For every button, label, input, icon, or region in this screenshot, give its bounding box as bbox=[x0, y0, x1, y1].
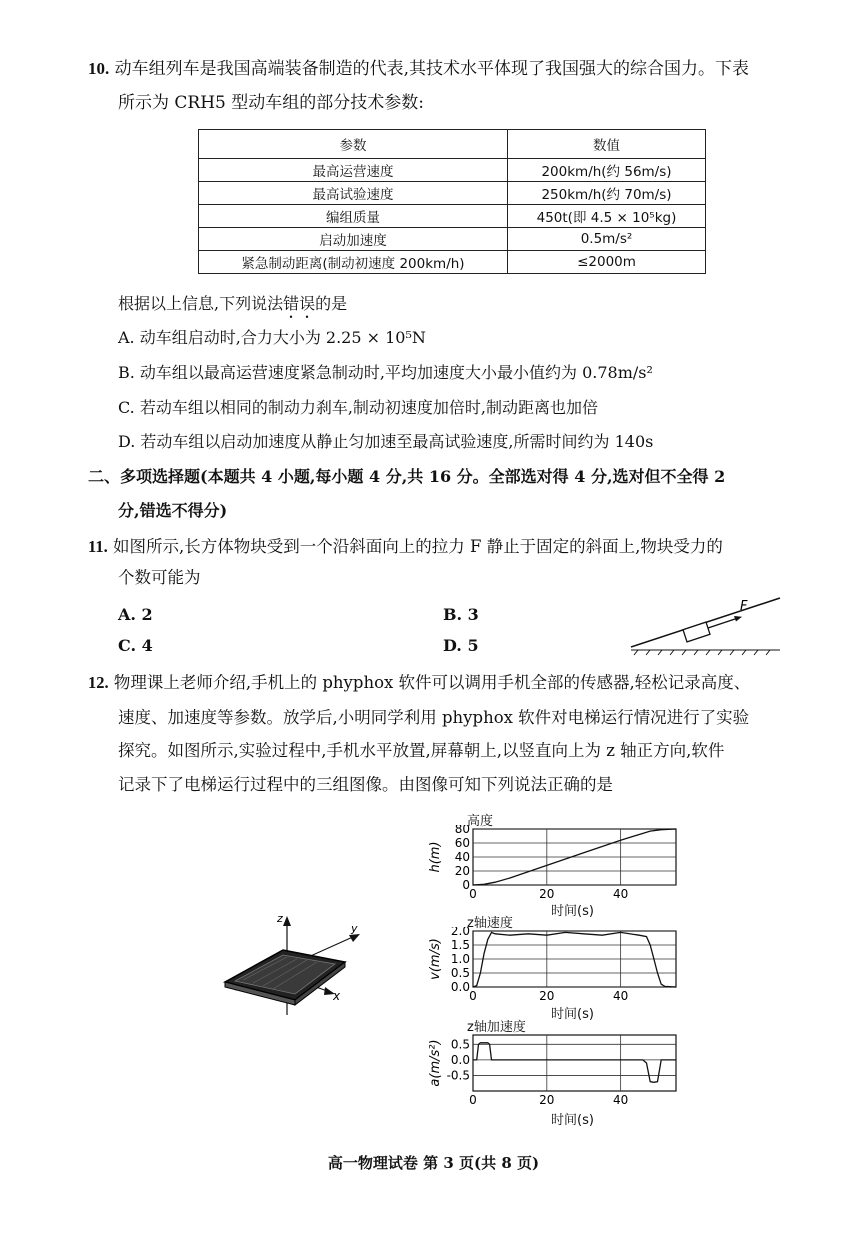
x-tick-label: 40 bbox=[612, 989, 629, 1003]
table-cell: 0.5m/s² bbox=[508, 228, 706, 251]
series-line bbox=[473, 932, 676, 987]
q11-option-a[interactable]: A. 2 bbox=[118, 605, 153, 624]
q10-option-d[interactable]: D. 若动车组以启动加速度从静止匀加速至最高试验速度,所需时间约为 140s bbox=[118, 432, 654, 451]
section-heading-line1: 二、多项选择题(本题共 4 小题,每小题 4 分,共 16 分。全部选对得 4 分,选对但不全得 2 bbox=[88, 467, 726, 486]
table-row bbox=[199, 159, 706, 182]
x-tick-label: 0 bbox=[469, 989, 477, 1003]
table-header: 数值 bbox=[508, 130, 706, 159]
ground-hatching bbox=[631, 650, 780, 655]
x-tick-label: 0 bbox=[469, 1093, 477, 1107]
q10-line2: 所示为 CRH5 型动车组的部分技术参数: bbox=[118, 93, 424, 113]
arrowhead-icon bbox=[734, 616, 742, 622]
chart-title-velocity: z轴速度 bbox=[467, 916, 513, 931]
x-tick-label: 20 bbox=[539, 887, 555, 901]
table-cell: 紧急制动距离(制动初速度 200km/h) bbox=[199, 251, 508, 274]
x-tick-label: 20 bbox=[539, 1093, 555, 1107]
x-tick-label: 40 bbox=[612, 1093, 629, 1107]
chart-title-height: 高度 bbox=[467, 814, 494, 829]
y-tick-label: 1.5 bbox=[450, 938, 470, 952]
q10-stem-prefix: 根据以上信息,下列说法 bbox=[118, 294, 284, 313]
q11-option-d[interactable]: D. 5 bbox=[443, 636, 479, 655]
y-tick-label: 0.0 bbox=[450, 1052, 470, 1067]
q12-line3: 探究。如图所示,实验过程中,手机水平放置,屏幕朝上,以竖直向上为 z 轴正方向,软件 bbox=[118, 741, 725, 760]
table-cell: 最高运营速度 bbox=[199, 159, 508, 182]
table-cell: 250km/h(约 70m/s) bbox=[508, 182, 706, 205]
y-tick-label: 2.0 bbox=[450, 927, 470, 938]
section-heading-line2: 分,错选不得分) bbox=[118, 501, 228, 520]
y-tick-label: 1.0 bbox=[450, 952, 470, 966]
q10-text-line1: 动车组列车是我国高端装备制造的代表,其技术水平体现了我国强大的综合国力。下表 bbox=[114, 59, 750, 79]
acceleration-chart bbox=[425, 1031, 690, 1121]
q11-option-b[interactable]: B. 3 bbox=[443, 605, 479, 624]
q11-option-c[interactable]: C. 4 bbox=[118, 636, 153, 655]
table-cell: 450t(即 4.5 × 10⁵kg) bbox=[508, 205, 706, 228]
q11-line2: 个数可能为 bbox=[118, 568, 201, 587]
q12-number: 12. bbox=[88, 673, 109, 692]
x-tick-label: 20 bbox=[539, 989, 555, 1003]
page-footer: 高一物理试卷 第 3 页(共 8 页) bbox=[327, 1154, 540, 1172]
q10-stem bbox=[118, 293, 347, 322]
q12-line4: 记录下了电梯运行过程中的三组图像。由图像可知下列说法正确的是 bbox=[118, 775, 613, 794]
table-header-row bbox=[199, 130, 706, 159]
q12-text-line1: 物理课上老师介绍,手机上的 phyphox 软件可以调用手机全部的传感器,轻松记录高度、 bbox=[113, 673, 751, 692]
table-row bbox=[199, 228, 706, 251]
y-tick-label: 40 bbox=[454, 850, 470, 864]
z-arrow-icon bbox=[283, 916, 291, 926]
y-tick-label: 0.0 bbox=[450, 980, 470, 994]
table-row bbox=[199, 205, 706, 228]
y-tick-label: 0 bbox=[462, 878, 470, 892]
y-tick-label: 0.5 bbox=[450, 1037, 470, 1052]
table-row bbox=[199, 182, 706, 205]
z-axis-label: z bbox=[277, 912, 283, 925]
x-tick-label: 40 bbox=[612, 887, 629, 901]
table-cell: ≤2000m bbox=[508, 251, 706, 274]
table-cell: 最高试验速度 bbox=[199, 182, 508, 205]
chart-xlabel-velocity: 时间(s) bbox=[551, 1007, 594, 1022]
force-label: F bbox=[740, 599, 748, 614]
chart-xlabel-acceleration: 时间(s) bbox=[551, 1113, 594, 1128]
q10-option-a[interactable]: A. 动车组启动时,合力大小为 2.25 × 10⁵N bbox=[118, 328, 426, 347]
y-tick-label: 60 bbox=[454, 836, 470, 850]
incline-figure bbox=[628, 590, 788, 660]
q11-text-line1: 如图所示,长方体物块受到一个沿斜面向上的拉力 F 静止于固定的斜面上,物块受力的 bbox=[112, 537, 723, 556]
y-tick-label: 0.5 bbox=[450, 966, 470, 980]
q10-option-c[interactable]: C. 若动车组以相同的制动力刹车,制动初速度加倍时,制动距离也加倍 bbox=[118, 398, 599, 417]
series-line bbox=[473, 1043, 676, 1083]
table-cell: 编组质量 bbox=[199, 205, 508, 228]
table-row bbox=[199, 251, 706, 274]
q11-line1 bbox=[88, 536, 723, 558]
y-tick-label: -0.5 bbox=[446, 1068, 470, 1083]
q11-number: 11. bbox=[88, 537, 108, 556]
q10-line1 bbox=[88, 58, 749, 80]
y-axis-label: v(m/s) bbox=[428, 938, 443, 980]
y-axis-label: a(m/s²) bbox=[428, 1039, 443, 1087]
parameter-table bbox=[198, 129, 706, 274]
table-header: 参数 bbox=[199, 130, 508, 159]
q10-stem-emphasis: 错误 bbox=[283, 294, 316, 313]
y-tick-label: 20 bbox=[454, 864, 470, 878]
phone-figure bbox=[215, 910, 375, 1025]
table-cell: 200km/h(约 56m/s) bbox=[508, 159, 706, 182]
q10-option-b[interactable]: B. 动车组以最高运营速度紧急制动时,平均加速度大小最小值约为 0.78m/s² bbox=[118, 363, 653, 382]
x-tick-label: 0 bbox=[469, 887, 477, 901]
q10-stem-suffix: 的是 bbox=[315, 294, 348, 313]
table-cell: 启动加速度 bbox=[199, 228, 508, 251]
x-axis-label: x bbox=[333, 989, 341, 1003]
y-axis-label: y bbox=[351, 922, 358, 935]
chart-title-acceleration: z轴加速度 bbox=[467, 1020, 526, 1035]
y-tick-label: 80 bbox=[454, 825, 470, 836]
q10-number: 10. bbox=[88, 59, 110, 78]
y-axis-label: h(m) bbox=[428, 841, 443, 873]
q12-line2: 速度、加速度等参数。放学后,小明同学利用 phyphox 软件对电梯运行情况进行了实验 bbox=[118, 708, 750, 727]
block bbox=[683, 622, 710, 642]
chart-xlabel-height: 时间(s) bbox=[551, 904, 594, 919]
q12-line1 bbox=[88, 672, 750, 694]
